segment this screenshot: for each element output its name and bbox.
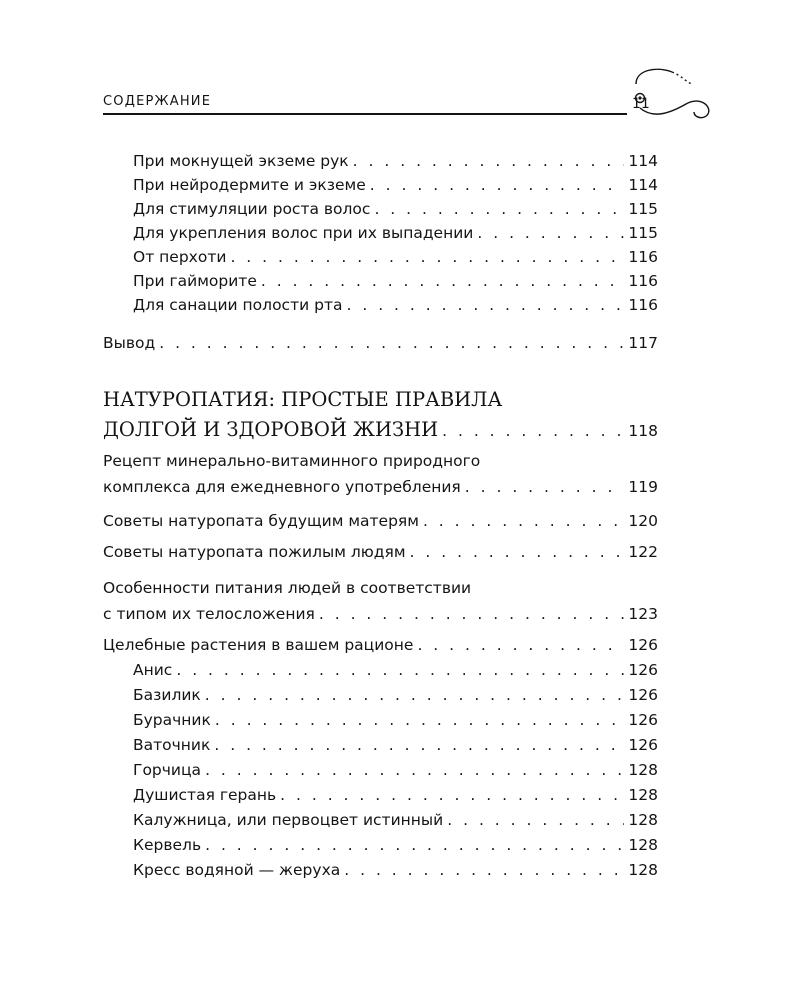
page-number: 11 [632,96,650,112]
toc-page: 128 [628,811,658,829]
leader-dots [447,811,624,829]
toc-entry [133,176,658,194]
leader-dots [205,686,625,704]
leader-dots [417,636,624,654]
toc-page: 117 [628,334,658,352]
leader-dots [370,176,625,194]
toc-title-line: Особенности питания людей в соответствии [103,579,472,597]
toc-title-line: с типом их телосложения [103,605,315,623]
leader-dots [214,736,624,754]
toc-page: 115 [628,200,658,218]
toc-title: От перхоти [133,248,227,266]
section-heading [103,385,658,446]
toc-title: При нейродермите и экземе [133,176,366,194]
toc-entry [103,512,658,530]
toc-page: 119 [628,478,658,496]
toc-page: 128 [628,761,658,779]
toc-title: Для стимуляции роста волос [133,200,371,218]
leader-dots [465,474,625,500]
toc-page: 118 [628,422,658,440]
stethoscope-icon [614,62,724,132]
leader-dots [410,543,625,561]
toc-entry [133,811,658,829]
toc-title: Целебные растения в вашем рационе [103,636,414,654]
toc-title: Горчица [133,761,202,779]
toc-title: При гайморите [133,272,257,290]
toc-title: Душистая герань [133,786,277,804]
toc-page: 122 [628,543,658,561]
leader-dots [205,761,624,779]
toc-title: При мокнущей экземе рук [133,152,349,170]
toc-entry [133,736,658,754]
leader-dots [261,272,625,290]
toc-page: 126 [628,736,658,754]
toc-title: Кервель [133,836,202,854]
leader-dots [346,296,624,314]
toc-page: 115 [628,224,658,242]
leader-dots [353,152,625,170]
leader-dots [280,786,624,804]
toc-entry [133,861,658,879]
toc-entry [133,152,658,170]
running-header: СОДЕРЖАНИЕ [103,94,212,109]
header-rule [103,113,627,115]
toc-entry [133,296,658,314]
section-title-line: ДОЛГОЙ И ЗДОРОВОЙ ЖИЗНИ [103,418,439,441]
toc-title: Анис [133,661,173,679]
toc-entry [103,543,658,561]
leader-dots [423,512,624,530]
toc-entry [133,761,658,779]
toc-entry [133,272,658,290]
leader-dots [319,601,625,627]
toc-title: Базилик [133,686,201,704]
toc-page: 114 [628,176,658,194]
toc-entry [133,200,658,218]
leader-dots [159,334,624,352]
toc-entry [133,836,658,854]
toc-title: Бурачник [133,711,211,729]
toc-title: Для укрепления волос при их выпадении [133,224,474,242]
toc-title: Калужница, или первоцвет истинный [133,811,444,829]
leader-dots [205,836,624,854]
toc-page: 128 [628,861,658,879]
toc-entry [133,661,658,679]
leader-dots [477,224,624,242]
toc-entry-conclusion [103,334,658,352]
toc-entry [133,786,658,804]
toc-page: 116 [628,296,658,314]
toc-entry-nutrition [103,575,658,627]
toc-page: 114 [628,152,658,170]
toc-page: 126 [628,661,658,679]
toc-title: Советы натуропата пожилым людям [103,543,406,561]
toc-page: 123 [628,605,658,623]
toc-title: Кресс водяной — жеруха [133,861,341,879]
toc-page: 116 [628,248,658,266]
toc-page: 126 [628,686,658,704]
toc-title-line: комплекса для ежедневного употребления [103,478,461,496]
toc-title: Вывод [103,334,156,352]
toc-entry [133,711,658,729]
toc-title: Советы натуропата будущим матерям [103,512,419,530]
toc-page: 116 [628,272,658,290]
toc-entry [103,636,658,654]
toc-page: 120 [628,512,658,530]
toc-title: Ваточник [133,736,211,754]
leader-dots [230,248,624,266]
toc-entry [133,224,658,242]
toc-entry [133,248,658,266]
toc-entry [133,686,658,704]
toc-title: Для санации полости рта [133,296,343,314]
leader-dots [344,861,624,879]
toc-page: 128 [628,786,658,804]
toc-page: 126 [628,711,658,729]
toc-entry-recipe [103,448,658,500]
toc-page: 128 [628,836,658,854]
leader-dots [374,200,624,218]
leader-dots [442,416,624,446]
toc-page: 126 [628,636,658,654]
section-title-line: НАТУРОПАТИЯ: ПРОСТЫЕ ПРАВИЛА [103,388,503,411]
leader-dots [215,711,625,729]
toc-title-line: Рецепт минерально-витаминного природного [103,452,481,470]
leader-dots [176,661,624,679]
